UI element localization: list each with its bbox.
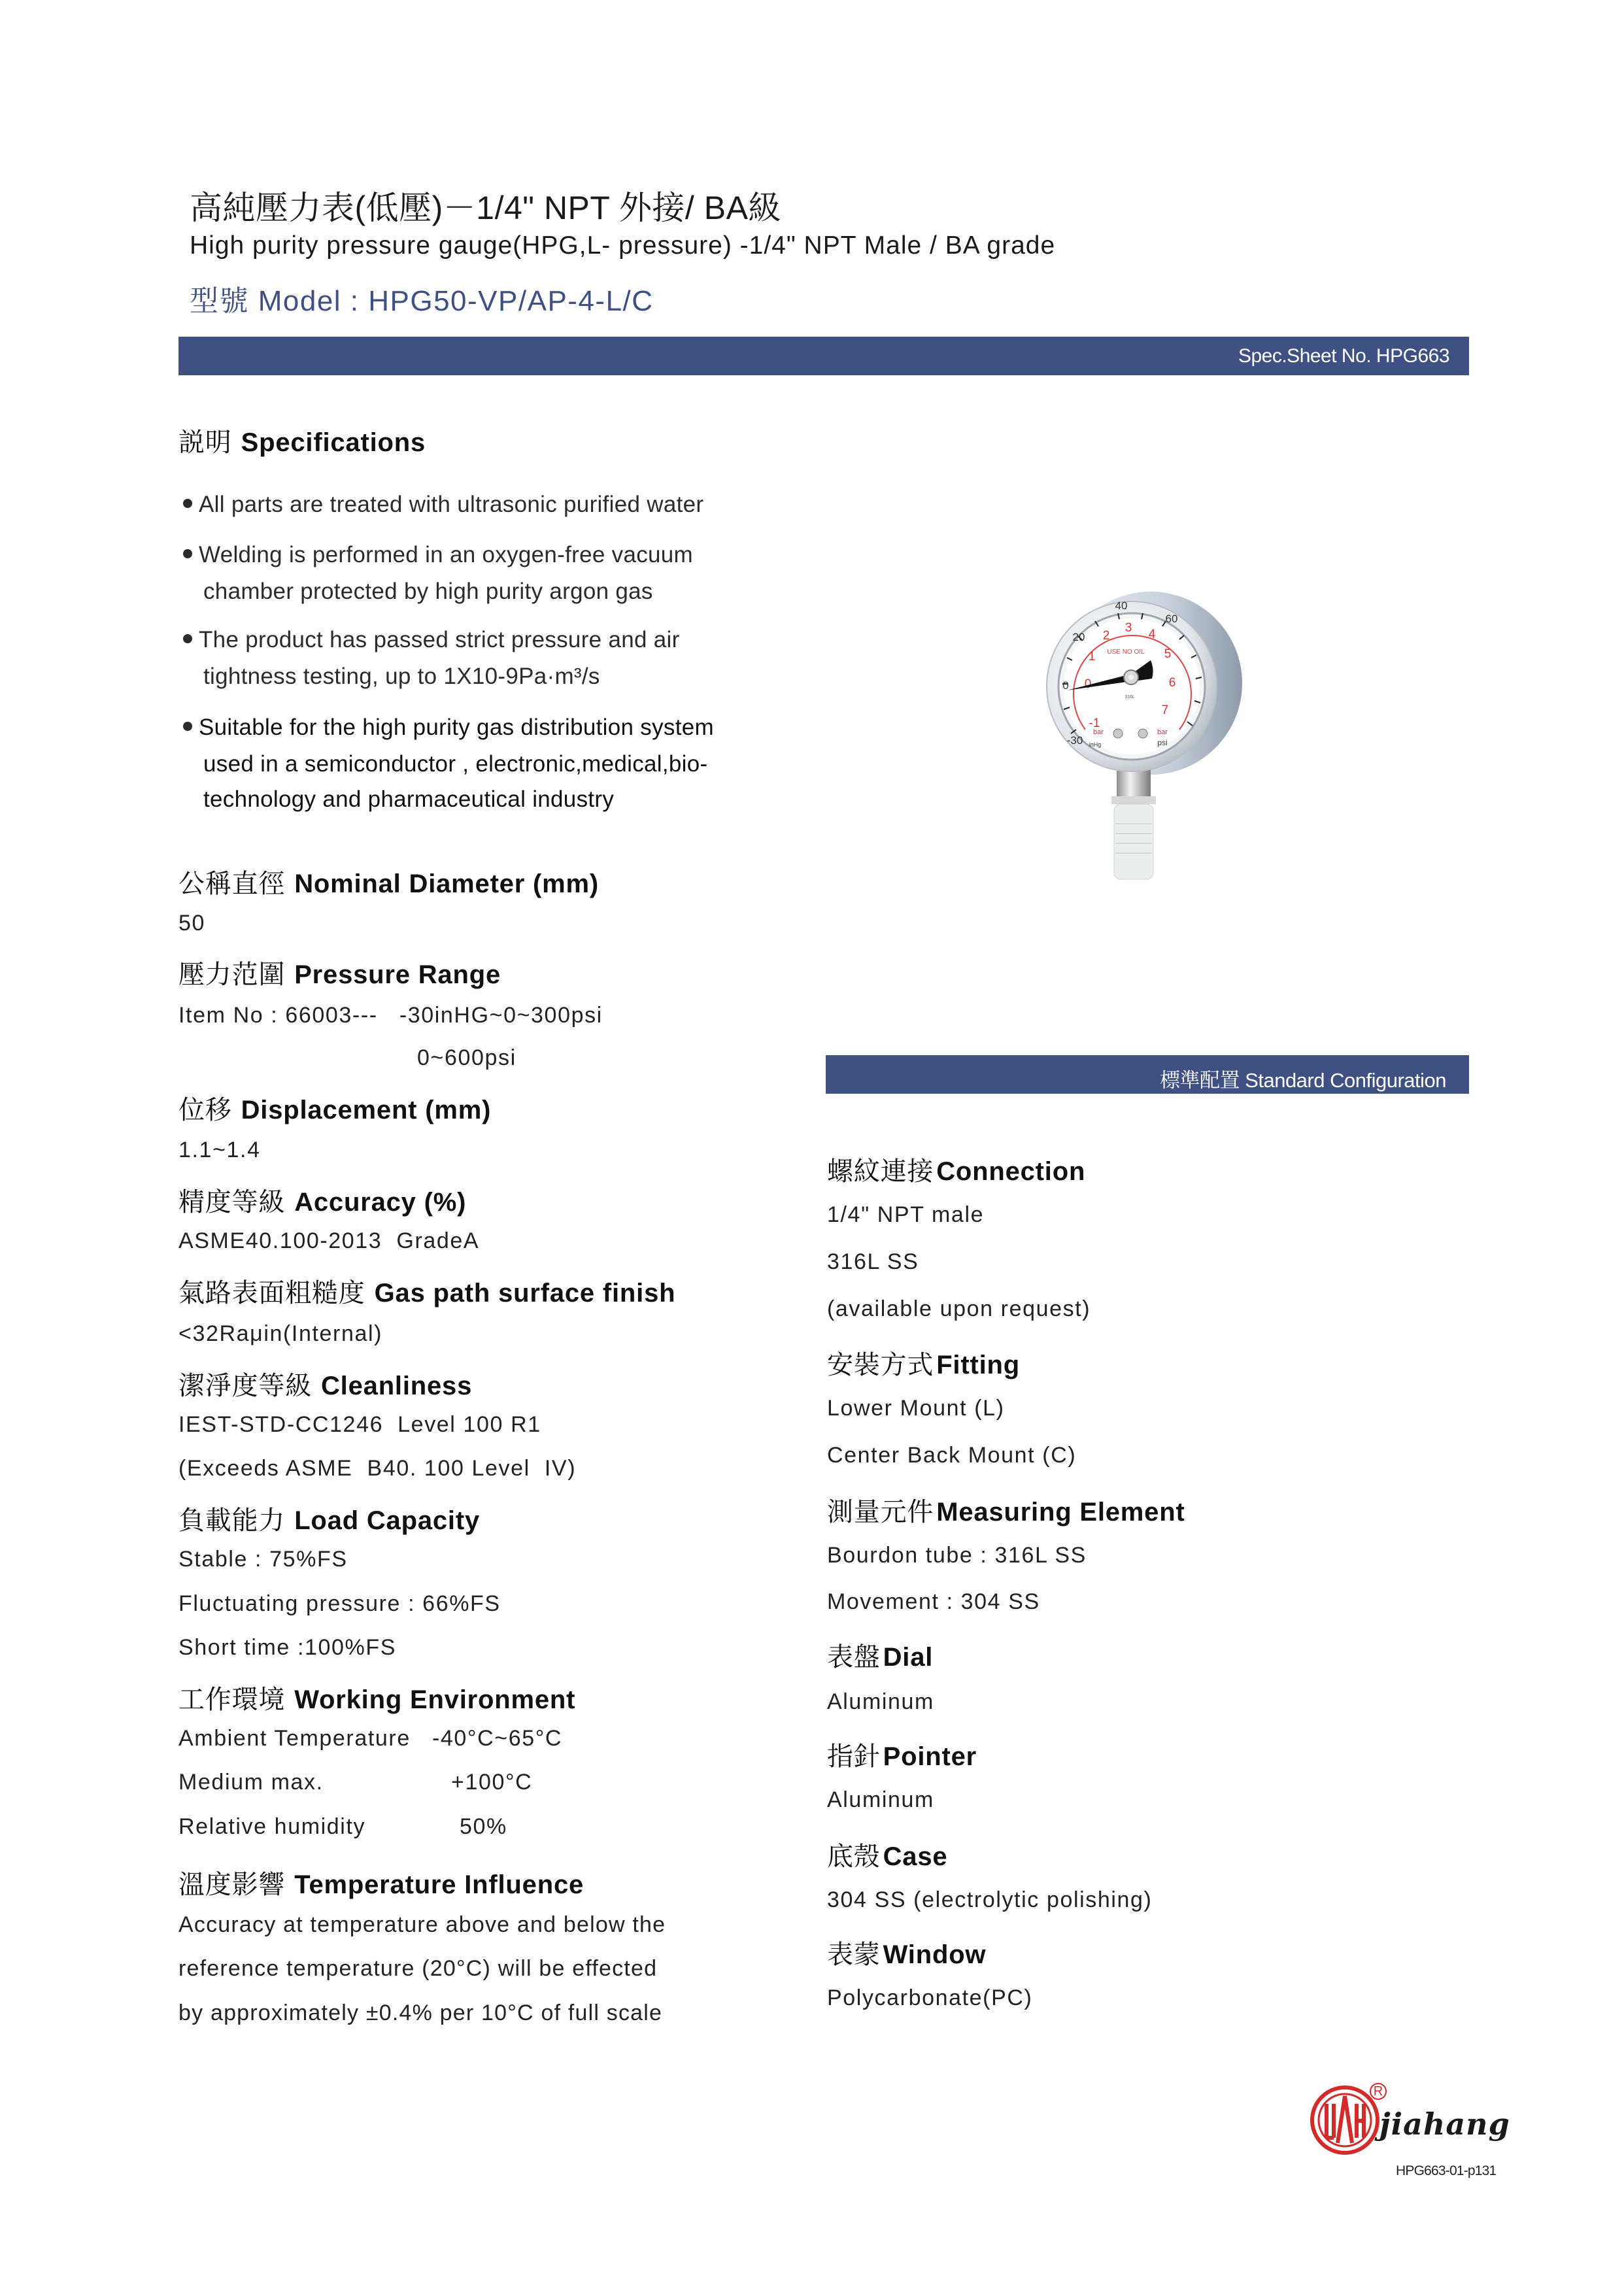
svg-text:0: 0 xyxy=(1062,679,1069,692)
spec-sheet-number: Spec.Sheet No. HPG663 xyxy=(1238,345,1449,367)
section-heading-connection: 螺紋連接 Connection xyxy=(827,1157,1086,1186)
page-title-en: High purity pressure gauge(HPG,L- pressure) -1/4" NPT Male / BA grade xyxy=(190,231,1056,260)
label-medium-max: Medium max. xyxy=(178,1770,324,1795)
section-heading-nominal-diameter: 公稱直徑 Nominal Diameter (mm) xyxy=(178,869,599,898)
svg-text:2: 2 xyxy=(1102,629,1110,643)
svg-text:inHg: inHg xyxy=(1089,741,1102,748)
section-heading-case: 底殼 Case xyxy=(827,1842,948,1871)
section-heading-dial: 表盤 Dial xyxy=(827,1643,934,1672)
section-heading-working-environment: 工作環境 Working Environment xyxy=(178,1685,576,1714)
bullet-icon xyxy=(183,722,192,731)
svg-text:bar: bar xyxy=(1157,728,1168,736)
value-temperature-influence-1: Accuracy at temperature above and below the xyxy=(178,1912,666,1937)
bullet-item: All parts are treated with ultrasonic purified water xyxy=(183,492,703,518)
spec-sheet-bar xyxy=(178,337,1469,375)
value-connection-2: 316L SS xyxy=(827,1249,919,1274)
svg-text:bar: bar xyxy=(1093,728,1104,736)
value-medium-max: +100°C xyxy=(451,1770,533,1795)
bullet-icon xyxy=(183,549,192,558)
value-pressure-range-2: 0~600psi xyxy=(417,1045,516,1070)
bullet-continuation: tightness testing, up to 1X10-9Pa·m³/s xyxy=(203,664,600,689)
svg-text:-30: -30 xyxy=(1066,734,1083,747)
svg-text:-1: -1 xyxy=(1089,717,1100,730)
section-heading-accuracy: 精度等級 Accuracy (%) xyxy=(178,1188,467,1217)
value-temperature-influence-3: by approximately ±0.4% per 10°C of full scale xyxy=(178,2001,663,2025)
svg-text:0: 0 xyxy=(1084,677,1092,691)
pressure-gauge-image xyxy=(955,536,1321,928)
svg-text:4: 4 xyxy=(1148,628,1156,641)
value-bourdon-tube: Bourdon tube : 316L SS xyxy=(827,1543,1087,1568)
section-heading-pressure-range: 壓力范圍 Pressure Range xyxy=(178,960,501,989)
value-load-fluctuating: Fluctuating pressure : 66%FS xyxy=(178,1591,501,1616)
registered-mark-icon: R xyxy=(1370,2083,1387,2100)
section-heading-cleanliness: 潔淨度等級 Cleanliness xyxy=(178,1372,473,1400)
standard-configuration-bar xyxy=(826,1055,1469,1094)
bullet-item: Welding is performed in an oxygen-free vacuum xyxy=(183,542,693,568)
section-heading-fitting: 安裝方式 Fitting xyxy=(827,1351,1020,1379)
section-heading-window: 表蒙 Window xyxy=(827,1940,987,1969)
bullet-item: The product has passed strict pressure and air xyxy=(183,627,680,653)
specifications-heading: 説明 Specifications xyxy=(178,428,426,457)
value-case: 304 SS (electrolytic polishing) xyxy=(827,1887,1153,1912)
svg-text:7: 7 xyxy=(1161,703,1169,717)
value-fitting-2: Center Back Mount (C) xyxy=(827,1443,1077,1468)
svg-text:1: 1 xyxy=(1088,650,1096,664)
section-heading-load-capacity: 負載能力 Load Capacity xyxy=(178,1506,481,1535)
value-dial: Aluminum xyxy=(827,1689,934,1714)
svg-text:psi: psi xyxy=(1157,738,1168,747)
section-heading-pointer: 指針 Pointer xyxy=(827,1742,977,1771)
value-relative-humidity: 50% xyxy=(460,1814,507,1839)
value-displacement: 1.1~1.4 xyxy=(178,1138,261,1162)
svg-text:20: 20 xyxy=(1072,631,1085,643)
value-movement: Movement : 304 SS xyxy=(827,1589,1040,1614)
section-heading-displacement: 位移 Displacement (mm) xyxy=(178,1096,492,1124)
bullet-icon xyxy=(183,499,192,508)
svg-text:3: 3 xyxy=(1125,621,1132,635)
value-load-stable: Stable : 75%FS xyxy=(178,1547,348,1572)
value-ambient-temperature: Ambient Temperature -40°C~65°C xyxy=(178,1726,563,1751)
value-load-short-time: Short time :100%FS xyxy=(178,1635,397,1660)
page-title-cn: 高純壓力表(低壓)－1/4" NPT 外接/ BA級 xyxy=(190,190,781,226)
svg-text:USE NO OIL: USE NO OIL xyxy=(1107,649,1145,656)
svg-text:60: 60 xyxy=(1165,613,1178,625)
value-connection-1: 1/4" NPT male xyxy=(827,1202,985,1227)
value-surface-finish: <32Raμin(Internal) xyxy=(178,1321,383,1346)
svg-text:316L: 316L xyxy=(1125,695,1135,700)
value-temperature-influence-2: reference temperature (20°C) will be effected xyxy=(178,1956,658,1981)
section-heading-surface-finish: 氣路表面粗糙度 Gas path surface finish xyxy=(178,1279,676,1308)
bullet-continuation: technology and pharmaceutical industry xyxy=(203,786,615,812)
value-connection-3: (available upon request) xyxy=(827,1296,1091,1321)
document-code: HPG663-01-p131 xyxy=(1396,2163,1497,2178)
bullet-continuation: chamber protected by high purity argon gas xyxy=(203,579,653,604)
value-fitting-1: Lower Mount (L) xyxy=(827,1396,1005,1421)
value-window: Polycarbonate(PC) xyxy=(827,1985,1033,2010)
bullet-icon xyxy=(183,634,192,643)
svg-text:5: 5 xyxy=(1164,647,1172,661)
brand-name: jiahang xyxy=(1379,2106,1510,2142)
section-heading-temperature-influence: 溫度影響 Temperature Influence xyxy=(178,1870,584,1899)
value-cleanliness-2: (Exceeds ASME B40. 100 Level IV) xyxy=(178,1456,577,1481)
svg-text:40: 40 xyxy=(1115,599,1128,612)
svg-text:6: 6 xyxy=(1168,676,1176,690)
standard-configuration-label: 標準配置 Standard Configuration xyxy=(1160,1069,1446,1092)
bullet-item: Suitable for the high purity gas distribution system xyxy=(183,715,714,741)
value-accuracy: ASME40.100-2013 GradeA xyxy=(178,1228,480,1253)
value-pressure-range-1: Item No : 66003--- -30inHG~0~300psi xyxy=(178,1003,603,1028)
section-heading-measuring-element: 測量元件 Measuring Element xyxy=(827,1498,1185,1527)
value-pointer: Aluminum xyxy=(827,1787,934,1812)
value-nominal-diameter: 50 xyxy=(178,911,206,936)
model-number: 型號 Model : HPG50-VP/AP-4-L/C xyxy=(190,285,654,317)
label-relative-humidity: Relative humidity xyxy=(178,1814,366,1839)
value-cleanliness-1: IEST-STD-CC1246 Level 100 R1 xyxy=(178,1412,541,1437)
bullet-continuation: used in a semiconductor , electronic,medical,bio- xyxy=(203,751,708,777)
